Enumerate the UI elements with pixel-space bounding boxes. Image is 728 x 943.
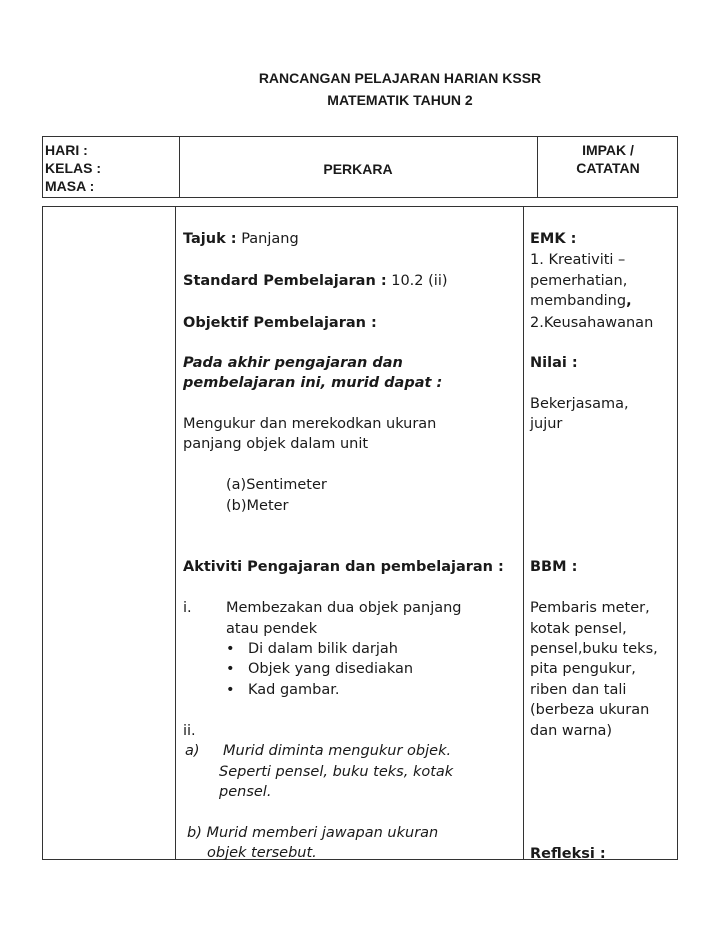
list-item: • Di dalam bilik darjah [226, 639, 398, 660]
bbm-line5: riben dan tali [530, 682, 627, 698]
mengukur-line2: panjang objek dalam unit [183, 436, 369, 452]
unit-b: (b)Meter [226, 498, 289, 514]
emk-line2: pemerhatian, [530, 273, 628, 289]
mengukur-line1: Mengukur dan merekodkan ukuran [183, 416, 437, 432]
standard-line [183, 271, 448, 292]
aktiviti-label: Aktiviti Pengajaran dan pembelajaran : [183, 559, 504, 575]
unit-a: (a)Sentimeter [226, 477, 327, 493]
header-table [42, 136, 678, 198]
bbm-line4: pita pengukur, [530, 661, 636, 677]
emk-label: EMK : [530, 231, 577, 247]
emk-line4: 2.Keusahawanan [530, 315, 654, 331]
impak-label: IMPAK / [582, 142, 634, 158]
perkara-heading: PERKARA [323, 161, 393, 177]
step-a-line1: Murid diminta mengukur objek. [223, 743, 452, 759]
emk-line1: 1. Kreativiti – [530, 252, 626, 268]
nilai-line1: Bekerjasama, [530, 396, 629, 412]
standard-value: 10.2 (ii) [386, 273, 448, 289]
list-item: • Objek yang disediakan [226, 659, 413, 680]
step-a-line3: pensel. [219, 784, 272, 800]
list-item: • Kad gambar. [226, 680, 340, 701]
body-divider-right [523, 207, 524, 859]
impak-heading [537, 141, 679, 177]
tajuk-value: Panjang [236, 231, 299, 247]
header-meta [45, 141, 101, 195]
standard-label: Standard Pembelajaran : [183, 273, 387, 289]
body-table [42, 206, 678, 860]
document-subtitle: MATEMATIK TAHUN 2 [327, 92, 473, 108]
step-i-line2: atau pendek [226, 621, 318, 637]
catatan-label: CATATAN [576, 160, 640, 176]
bbm-line2: kotak pensel, [530, 621, 627, 637]
bullet-icon: • [226, 682, 235, 698]
document-title: RANCANGAN PELAJARAN HARIAN KSSR [258, 70, 542, 86]
tajuk-label: Tajuk : [183, 231, 237, 247]
step-ii-number: ii. [183, 723, 196, 739]
tajuk-line [183, 229, 299, 250]
emk-line3: membanding, [530, 293, 632, 309]
nilai-line2: jujur [530, 416, 563, 432]
step-b-line2: objek tersebut. [207, 845, 317, 861]
refleksi-label: Refleksi : [530, 846, 606, 862]
masa-label: MASA : [45, 178, 95, 194]
bbm-line6: (berbeza ukuran [530, 702, 650, 718]
bbm-line3: pensel,buku teks, [530, 641, 658, 657]
pada-line1: Pada akhir pengajaran dan [183, 355, 403, 371]
pada-line2: pembelajaran ini, murid dapat : [183, 375, 443, 391]
bbm-line1: Pembaris meter, [530, 600, 650, 616]
step-b-line1: b) Murid memberi jawapan ukuran [187, 825, 439, 841]
hari-label: HARI : [45, 142, 88, 158]
body-divider-left [175, 207, 176, 859]
kelas-label: KELAS : [45, 160, 101, 176]
step-a-number: a) [185, 743, 200, 759]
step-a-line2: Seperti pensel, buku teks, kotak [219, 764, 454, 780]
bullet-icon: • [226, 641, 235, 657]
step-i-line1: Membezakan dua objek panjang [226, 600, 462, 616]
objektif-label: Objektif Pembelajaran : [183, 315, 377, 331]
bullet-icon: • [226, 661, 235, 677]
bbm-label: BBM : [530, 559, 578, 575]
bbm-line7: dan warna) [530, 723, 613, 739]
nilai-label: Nilai : [530, 355, 578, 371]
step-i-number: i. [183, 600, 192, 616]
